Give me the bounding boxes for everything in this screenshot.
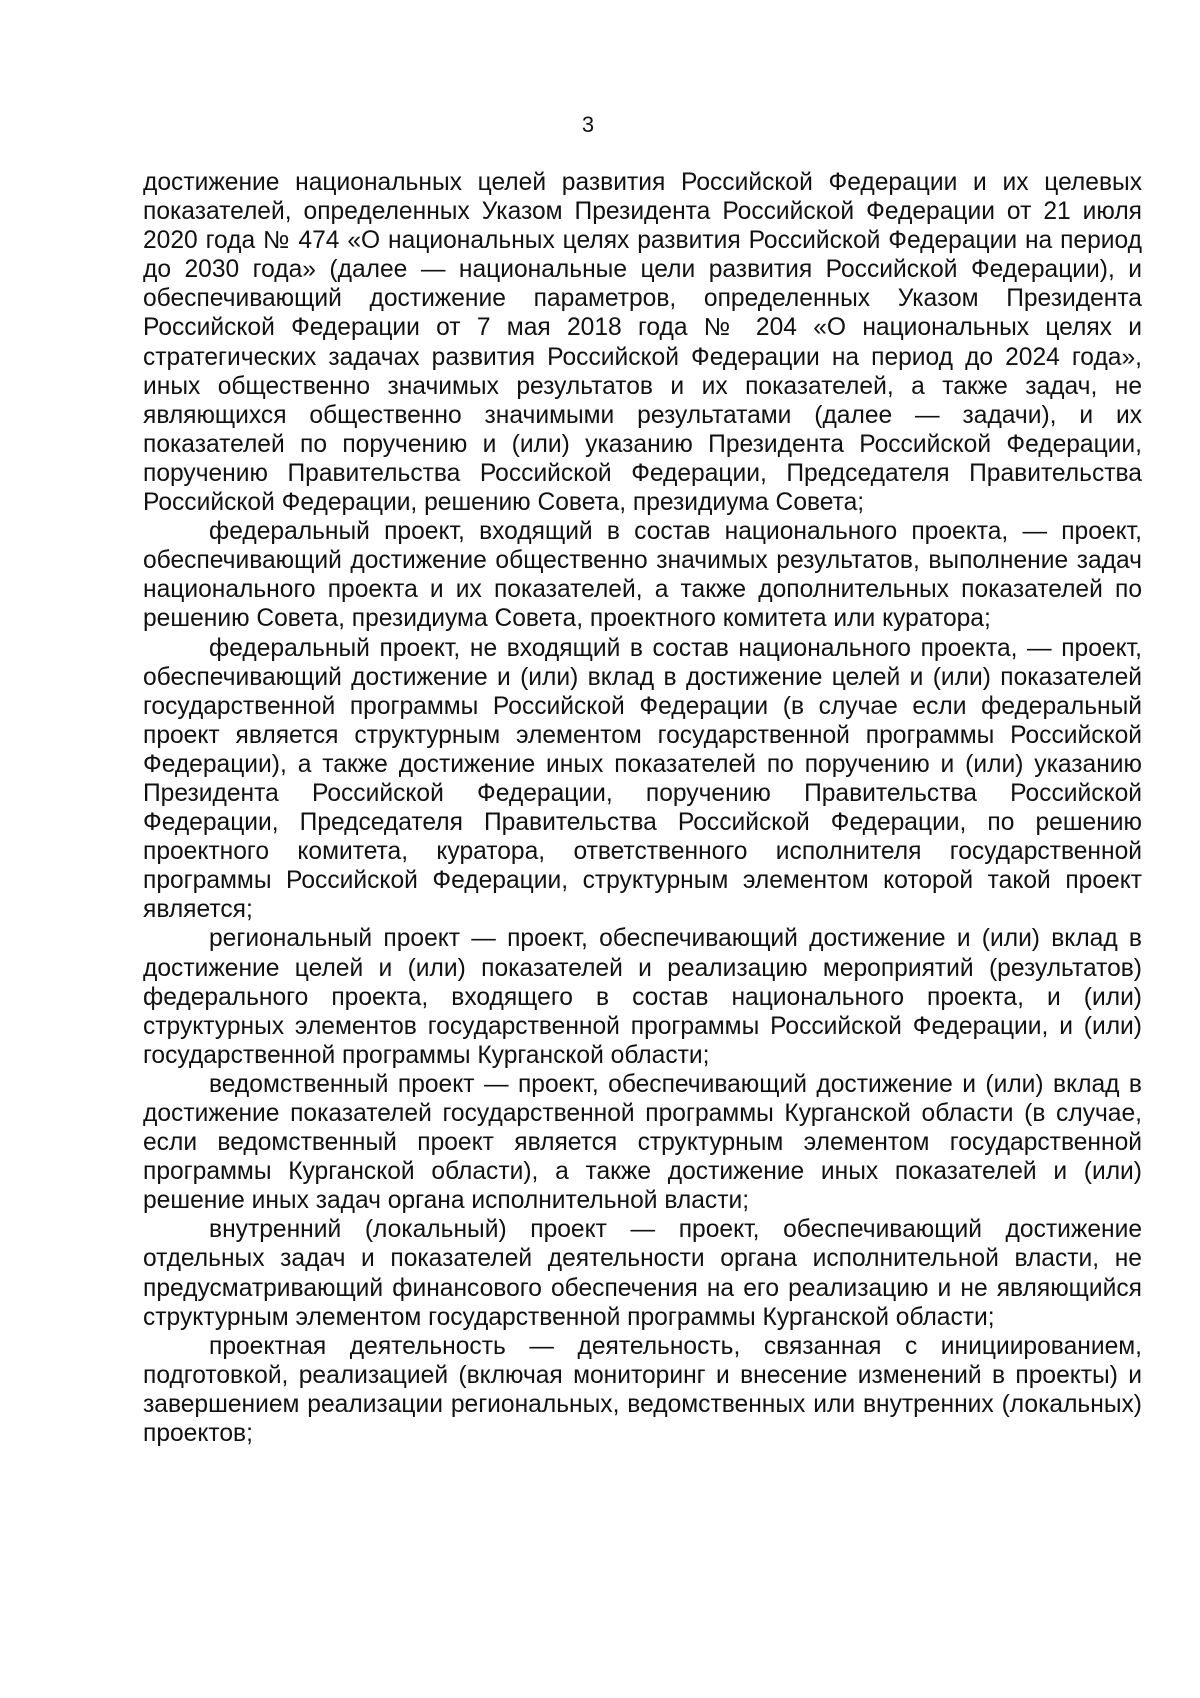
paragraph-departmental-project: ведомственный проект — проект, обеспечивающий достижение и (или) вклад в достижение показателей государственной программы Курганской области (в случае, если ведомственный проект является структурным элементом государственной программы Курганской области), а также достижение иных показателей и (или) решение иных задач органа исполнительной власти;: [143, 1070, 1142, 1215]
paragraph-continuation: достижение национальных целей развития Российской Федерации и их целевых показателей, определенных Указом Президента Российской Федерации от 21 июля 2020 года № 474 «О национальных целях развития Российской Федерации на период до 2030 года» (далее — национальные цели развития Российской Федерации), и обеспечивающий достижение параметров, определенных Указом Президента Российской Федерации от 7 мая 2018 года № 204 «О национальных целях и стратегических задачах развития Российской Федерации на период до 2024 года», иных общественно значимых результатов и их показателей, а также задач, не являющихся общественно значимыми результатами (далее — задачи), и их показателей по поручению и (или) указанию Президента Российской Федерации, поручению Правительства Российской Федерации, Председателя Правительства Российской Федерации, решению Совета, президиума Совета;: [143, 169, 1142, 517]
paragraph-project-activity: проектная деятельность — деятельность, связанная с инициированием, подготовкой, реализацией (включая мониторинг и внесение изменений в проекты) и завершением реализации региональных, ведомственных или внутренних (локальных) проектов;: [143, 1332, 1142, 1448]
paragraph-regional-project: региональный проект — проект, обеспечивающий достижение и (или) вклад в достижение целей и (или) показателей и реализацию мероприятий (результатов) федерального проекта, входящего в состав национального проекта, и (или) структурных элементов государственной программы Российской Федерации, и (или) государственной программы Курганской области;: [143, 925, 1142, 1069]
document-body: [143, 168, 1142, 1448]
paragraph-federal-project-in-national: федеральный проект, входящий в состав национального проекта, — проект, обеспечивающий достижение общественно значимых результатов, выполнение задач национального проекта и их показателей, а также дополнительных показателей по решению Совета, президиума Совета, проектного комитета или куратора;: [143, 518, 1142, 633]
paragraph-federal-project-not-in-national: федеральный проект, не входящий в состав национального проекта, — проект, обеспечивающий достижение и (или) вклад в достижение целей и (или) показателей государственной программы Российской Федерации (в случае если федеральный проект является структурным элементом государственной программы Российской Федерации), а также достижение иных показателей по поручению и (или) указанию Президента Российской Федерации, поручению Правительства Российской Федерации, Председателя Правительства Российской Федерации, по решению проектного комитета, куратора, ответственного исполнителя государственной программы Российской Федерации, структурным элементом которой такой проект является;: [143, 634, 1142, 924]
paragraph-internal-project: внутренний (локальный) проект — проект, обеспечивающий достижение отдельных задач и показателей деятельности органа исполнительной власти, не предусматривающий финансового обеспечения на его реализацию и не являющийся структурным элементом государственной программы Курганской области;: [143, 1216, 1142, 1331]
page-number: 3: [581, 112, 595, 137]
